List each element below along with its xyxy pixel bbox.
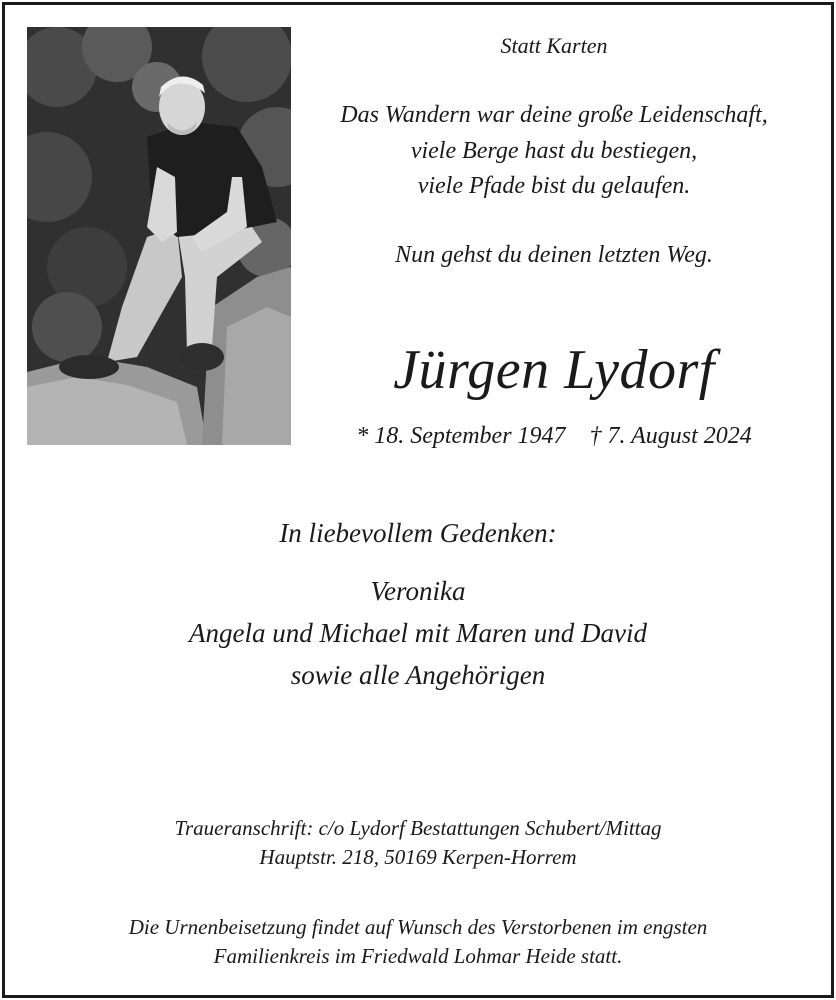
- deceased-name: Jürgen Lydorf: [393, 339, 715, 401]
- verse-line-3: viele Pfade bist du gelaufen.: [417, 173, 691, 199]
- mourner-line-1: Veronika: [370, 576, 466, 606]
- portrait-photo: [27, 27, 291, 445]
- mourner-line-3: sowie alle Angehörigen: [290, 660, 546, 690]
- verse-line-4: Nun gehst du deinen letzten Weg.: [395, 242, 713, 268]
- kicker-text: Statt Karten: [500, 33, 608, 58]
- death-date: † 7. August 2024: [589, 423, 752, 449]
- verse-line-2: viele Berge hast du bestiegen,: [410, 138, 698, 164]
- mourners-intro: In liebevollem Gedenken:: [279, 518, 557, 548]
- notice-line-2: Familienkreis im Friedwald Lohmar Heide statt.: [213, 944, 623, 968]
- life-dates: [356, 423, 752, 450]
- birth-date: * 18. September 1947: [356, 423, 566, 449]
- address-line-1: Traueranschrift: c/o Lydorf Bestattungen Schubert/Mittag: [174, 816, 662, 840]
- address-line-2: Hauptstr. 218, 50169 Kerpen-Horrem: [259, 845, 577, 869]
- verse-line-1: Das Wandern war deine große Leidenschaft,: [340, 102, 768, 128]
- mourner-line-2: Angela und Michael mit Maren und David: [189, 618, 647, 648]
- notice-line-1: Die Urnenbeisetzung findet auf Wunsch des Verstorbenen im engsten: [128, 915, 708, 939]
